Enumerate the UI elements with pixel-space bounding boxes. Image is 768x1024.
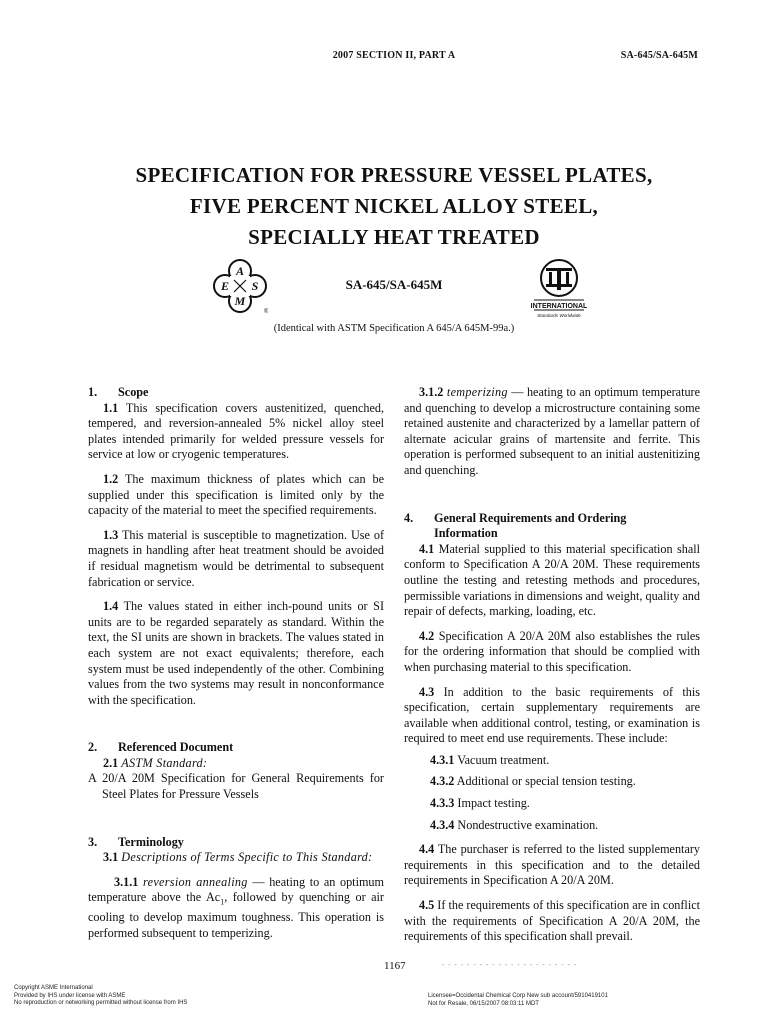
astm-logo — [530, 258, 588, 320]
list-item-4-3-4: 4.3.4 Nondestructive examination. — [430, 817, 599, 832]
footer-dashes: - - - - - - - - - - - - - - - - - - - - - - — [442, 962, 578, 969]
para-1-3: 1.3 This material is susceptible to magnetization. Use of magnets in handling after heat treatment should be avoided if residual magnetism would be detrimental to subsequent fabrication or service. — [88, 527, 385, 589]
para-3-1-2: 3.1.2 temperizing — heating to an optimum temperature and quenching to develop a microstructure containing some retained austenite and characterized by a lamellar pattern of alternate acicular grains of martensite and ferrite. This operation is performed subsequent to an initial austenitizing and quenching. — [404, 385, 701, 477]
para-3-1-1: 3.1.1 reversion annealing — heating to an optimum temperature above the $Ac_1$, followed by quenching or air cooling to develop maximum toughness. This operation is performed subsequent to temperizing. — [88, 874, 385, 941]
para-4-5: 4.5 If the requirements of this specification are in conflict with the requirements of Specification A 20/A 20M, the requirements of this specification shall prevail. — [404, 898, 701, 944]
section-4-heading: 4. General Requirements and Ordering Information — [404, 510, 627, 541]
para-4-2: 4.2 Specification A 20/A 20M also establishes the rules for the ordering information that should be complied with when purchasing material to this specification. — [404, 628, 701, 674]
running-header-designation: SA-645/SA-645M — [620, 50, 698, 61]
document-title — [0, 160, 768, 253]
registered-mark: ® — [264, 309, 268, 314]
para-2-1: 2.1 ASTM Standard: — [103, 755, 208, 770]
referenced-standard: A 20/A 20M Specification for General Requirements for Steel Plates for Pressure Vessels — [88, 771, 384, 802]
designation: SA-645/SA-645M — [345, 277, 443, 292]
list-item-4-3-2: 4.3.2 Additional or special tension testing. — [430, 774, 636, 789]
page-number: 1167 — [384, 960, 406, 972]
section-3-heading: 3. Terminology — [88, 834, 184, 849]
title-line-2: FIVE PERCENT NICKEL ALLOY STEEL, — [189, 194, 599, 218]
section-1-heading: 1. Scope — [88, 385, 149, 399]
para-1-1: 1.1 This specification covers austenitized, quenched, tempered, and reversion-annealed 5% nickel alloy steel plates intended primarily for welded pressure vessels for service at low or cryogenic temperatures. — [88, 400, 384, 462]
asme-letter-e: E — [220, 279, 230, 293]
title-line-1: SPECIFICATION FOR PRESSURE VESSEL PLATES, — [135, 163, 653, 187]
asme-letter-m: M — [234, 294, 246, 308]
astm-logo-subtext: Standards Worldwide — [537, 313, 581, 318]
para-4-4: 4.4 The purchaser is referred to the listed supplementary requirements in this specification and to the detailed requirements in Specification A 20/A 20M. — [404, 842, 701, 888]
right-column — [404, 385, 700, 945]
para-4-1: 4.1 Material supplied to this material specification shall conform to Specification A 20/A 20M. These requirements outline the testing and retesting methods and procedures, permissible variations in dimensions and weight, quality and repair of defects, marking, loading, etc. — [404, 541, 700, 619]
section-2-heading: 2. Referenced Document — [88, 740, 234, 755]
identical-note: (Identical with ASTM Specification A 645/A 645M-99a.) — [273, 323, 515, 334]
para-3-1: 3.1 Descriptions of Terms Specific to This Standard: — [103, 850, 373, 865]
title-line-3: SPECIALLY HEAT TREATED — [248, 225, 540, 249]
para-1-2: 1.2 The maximum thickness of plates which can be supplied under this specification is limited only by the capacity of the material to meet the specified requirements. — [88, 471, 384, 518]
footer-license: Licensee=Occidental Chemical Corp New sub account/5910419101 Not for Resale, 06/15/2007 08:03:11 MDT — [428, 993, 608, 1007]
para-1-4: 1.4 The values stated in either inch-pound units or SI units are to be regarded separately as standard. Within the text, the SI units are shown in brackets. The values stated in each system are not exact equivalents; therefore, each system must be used independently of the other. Combining values from the two systems may result in nonconformance with the specification. — [88, 599, 384, 707]
list-item-4-3-1: 4.3.1 Vacuum treatment. — [430, 752, 550, 767]
para-4-3: 4.3 In addition to the basic requirements of this specification, certain supplementary requirements are available when additional control, testing, or examination is required to meet end use requirements. These include: — [404, 684, 700, 746]
left-column — [88, 385, 384, 942]
footer-copyright: Copyright ASME International Provided by IHS under license with ASME No reproduction or networking permitted without license from IHS — [14, 985, 188, 1007]
list-item-4-3-3: 4.3.3 Impact testing. — [430, 796, 530, 811]
asme-letter-s: S — [251, 279, 259, 293]
running-header-section: 2007 SECTION II, PART A — [332, 50, 456, 61]
asme-letter-a: A — [235, 264, 245, 278]
astm-logo-text: INTERNATIONAL — [530, 303, 588, 310]
